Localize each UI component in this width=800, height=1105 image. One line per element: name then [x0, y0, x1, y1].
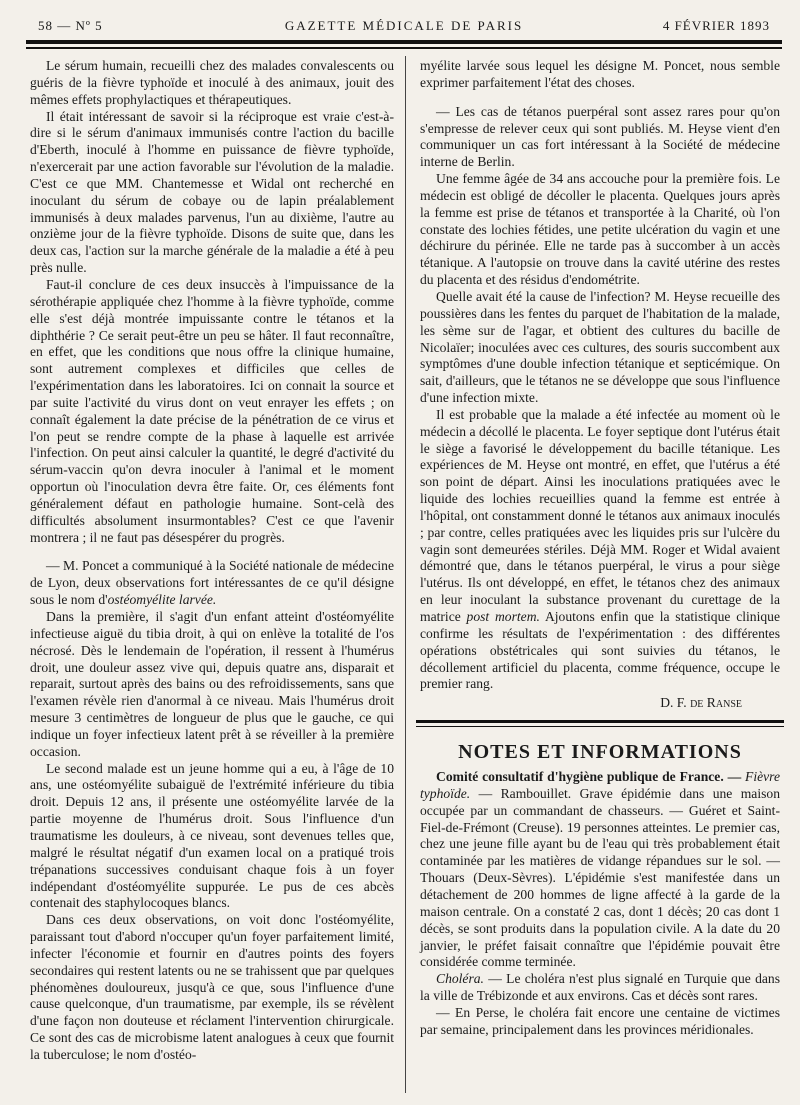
header-rule-thin — [26, 47, 782, 49]
paragraph: Le sérum humain, recueilli chez des malades convalescents ou guéris de la fièvre typhoïde et inoculé à des animaux, jouit des mêmes effets prophylactiques et thérapeutiques. — [30, 58, 394, 107]
paragraph: Il était intéressant de savoir si la réciproque est vraie c'est-à-dire si le sérum d'animaux immunisés contre l'action du bacille d'Eberth, inoculé à l'homme en puissance de fièvre typhoïde, n'exercerait par une action favorable sur l'évolution de la maladie. C'est ce que MM. Chantemesse et Widal ont recherché en inoculant du sérum de cobaye ou de lapin préalablement immunisés à deux malades parvenus, l'un au dixième, l'autre au onzième jour de la fièvre typhoïde. Disons de suite que, dans les deux cas, l'action sur la marche générale de la maladie a été à peu près nulle. — [30, 108, 394, 276]
text-run: — Rambouillet. Grave épidémie dans une maison occupée par un commandant de chasseurs. — Guéret et Saint-Fiel-de-Frémont (Creuse). 19 personnes atteintes. Le premier cas, chez une jeune fille ayant bu de l'eau qui très probablement était contaminée par les matières de vidange répandues sur le sol. — Thouars (Deux-Sèvres). L'épidémie s'est manifestée dans un détachement de 200 hommes de ligne affecté à la garde de la maison centrale. On a constaté 2 cas, dont 1 décès; 20 cas dont 1 décès, se sont produits dans la population civile. A la date du 20 janvier, le préfet faisait connaître que l'épidémie pouvait être considérée comme terminée. — [420, 785, 780, 970]
section-title: NOTES ET INFORMATIONS — [458, 741, 742, 764]
italic-term: Fièvre typhoïde. — [420, 769, 781, 801]
masthead — [26, 14, 782, 34]
section-rule-thin — [416, 726, 784, 727]
text-run: — Le choléra n'est plus signalé en Turquie que dans la ville de Trébizonde et aux environs. Cas et décès sont rares. — [420, 971, 780, 1004]
signature-initials: D. F. — [660, 695, 691, 711]
right-column — [420, 58, 780, 1097]
paragraph: Une femme âgée de 34 ans accouche pour la première fois. Le médecin est obligé de décoller le placenta. Quelques jours après la femme est prise de tétanos et transportée à la Charité, où l'on constate des lochies fétides, une petite ulcération du vagin et une déchirure du périnée. Elle ne tarde pas à succomber à un accès tétanique. A l'autopsie on trouve dans la cavité utérine des restes du placenta et des résidus d'endométrite. — [420, 171, 780, 288]
left-column — [30, 58, 394, 1097]
paragraph: — En Perse, le choléra fait encore une centaine de victimes par semaine, principalement dans les provinces méridionales. — [420, 1004, 780, 1037]
paragraph — [420, 971, 780, 1005]
paragraph — [30, 558, 394, 609]
italic-term: ostéomyélite larvée. — [107, 592, 217, 608]
text-run: — M. Poncet a communiqué à la Société nationale de médecine de Lyon, deux observations fort intéressantes de ce qu'il désigne sous le nom d' — [30, 558, 394, 608]
page-number: 58 — Nº 5 — [38, 18, 103, 33]
paragraph: Faut-il conclure de ces deux insuccès à l'impuissance de la sérothérapie appliquée chez l'homme à la fièvre typhoïde, comme elle s'est déjà montrée impuissante contre le tétanos et la diphthérie ? Ce serait peut-être un peu se hâter. Il faut reconnaître, en effet, que les conditions que nous offre la clinique humaine, sont autrement complexes et difficiles que celles de l'expérimentation dans les laboratoires. Ici on connait la source et par suite l'activité du virus dont on veut enrayer les effets ; on connaît également la date précise de la pénétration de ce virus et l'on peut se rendre compte de la phase à laquelle est arrivée l'infection. On peut ainsi calculer la quantité, le degré d'activité du sérum-vaccin qu'on devra inoculer à l'animal et le moment opportun où l'inoculation devra être faite. Or, ces éléments font généralement défaut en pathologie humaine. Sont-celà des difficultés absolument insurmontables? C'est ce que l'avenir montrera ; il ne faut pas désespérer du progrès. — [30, 276, 394, 545]
paragraph — [420, 407, 780, 693]
signature-name: de Ranse — [690, 695, 742, 711]
header-rule-thick — [26, 40, 782, 44]
italic-term: post mortem. — [466, 609, 540, 624]
paragraph: Dans ces deux observations, on voit donc l'ostéomyélite, paraissant tout d'abord n'occuper qu'un foyer parfaitement limité, infecter l'économie et fournir en d'autres points des foyers secondaires qui restent latents ou ne se trahissent que par quelques phénomènes douloureux, jusqu'à ce que, sous l'influence d'une cause quelconque, d'un traumatisme, par exemple, ils se révèlent d'une façon non douteuse et réclament l'intervention chirurgicale. Ce sont des cas de microbisme latent analogues à ceux que fournit la tuberculose; le nom d'ostéo- — [30, 912, 394, 1062]
text-run: Ajoutons enfin que la statistique clinique confirme les résultats de l'expérimentation : des différentes opérations obstétricales qui sont suivies du tétanos, le décollement artificiel du placenta, comme fréquence, occupe le premier rang. — [420, 609, 780, 692]
paragraph: Le second malade est un jeune homme qui a eu, à l'âge de 10 ans, une ostéomyélite subaiguë de l'extrémité inférieure du tibia droit. Depuis 12 ans, il présente une ostéomyélite larvée de la partie moyenne de l'humérus droit. Sous l'influence d'un traumatisme les douleurs, à ce niveau, sont devenues telles que, malgré le résultat négatif d'un examen local on a pratiqué trois trépanations successives conduisant chaque fois à un foyer indépendant d'ostéomyélite suppurée. Le pus de ces abcès contenait des staphylocoques blancs. — [30, 760, 394, 911]
bold-heading: Comité consultatif d'hygiène publique de France. — — [436, 769, 742, 785]
paragraph: — Les cas de tétanos puerpéral sont assez rares pour qu'on s'empresse de relever ceux qui sont publiés. M. Heyse vient d'en communiquer un cas fort intéressant à la Société de médecine interne de Berlin. — [420, 103, 780, 170]
publication-title: GAZETTE MÉDICALE DE PARIS — [284, 18, 524, 33]
paragraph: myélite larvée sous lequel les désigne M. Poncet, nous semble exprimer parfaitement l'état des choses. — [420, 58, 780, 90]
paragraph: Dans la première, il s'agit d'un enfant atteint d'ostéomyélite infectieuse aiguë du tibia droit, à qui on enlève la totalité de l'os nécrosé. Dès le lendemain de l'opération, il ressent à l'humérus droit, une douleur assez vive qui, depuis quatre ans, disparait et reparait, surtout après des bains ou des refroidissements, sans que l'examen révèle rien d'anormal à ce niveau. Mais l'humérus droit mesure 3 centimètres de longueur de plus que le gauche, ce qui indique un foyer infectieux latent prêt à se réveiller à la première occasion. — [30, 609, 394, 759]
column-divider — [405, 56, 406, 1093]
paragraph — [420, 769, 780, 971]
issue-date: 4 FÉVRIER 1893 — [662, 18, 770, 33]
section-rule-thick — [416, 720, 784, 723]
text-run: Il est probable que la malade a été infectée au moment où le médecin a décollé le placenta. Le foyer septique dont l'utérus était le siège a favorisé le développement du bacille tétanique. Les expériences de M. Heyse ont montré, en effet, que l'utérus a été son point de départ. Ainsi les inoculations pratiquées avec le liquide des lochies recueillies quand la femme est entrée à l'hôpital, ont constamment donné le tétanos aux animaux inoculés ; par contre, celles pratiquées avec les liquides pris sur l'ulcère du vagin sont demeurées stériles. Déjà MM. Roger et Widal avaient démontré que, dans le tétanos puerpéral, le virus a pour siège l'utérus. Ils ont développé, en effet, le tétanos chez des animaux en leur inoculant la substance provenant du curettage de la matrice — [420, 406, 780, 624]
italic-term: Choléra. — [436, 971, 484, 987]
author-signature — [420, 695, 780, 712]
paragraph: Quelle avait été la cause de l'infection? M. Heyse recueille des poussières dans les fentes du parquet de l'habitation de la malade, les sème sur de l'agar, et obtient des cultures du bacille de Nicolaïer; inoculées avec ces cultures, des souris succombent aux symptômes d'une double infection tétanique et septicémique. On sait, d'ailleurs, que le tétanos ne se développe que sous l'influence d'une infection mixte. — [420, 288, 780, 406]
